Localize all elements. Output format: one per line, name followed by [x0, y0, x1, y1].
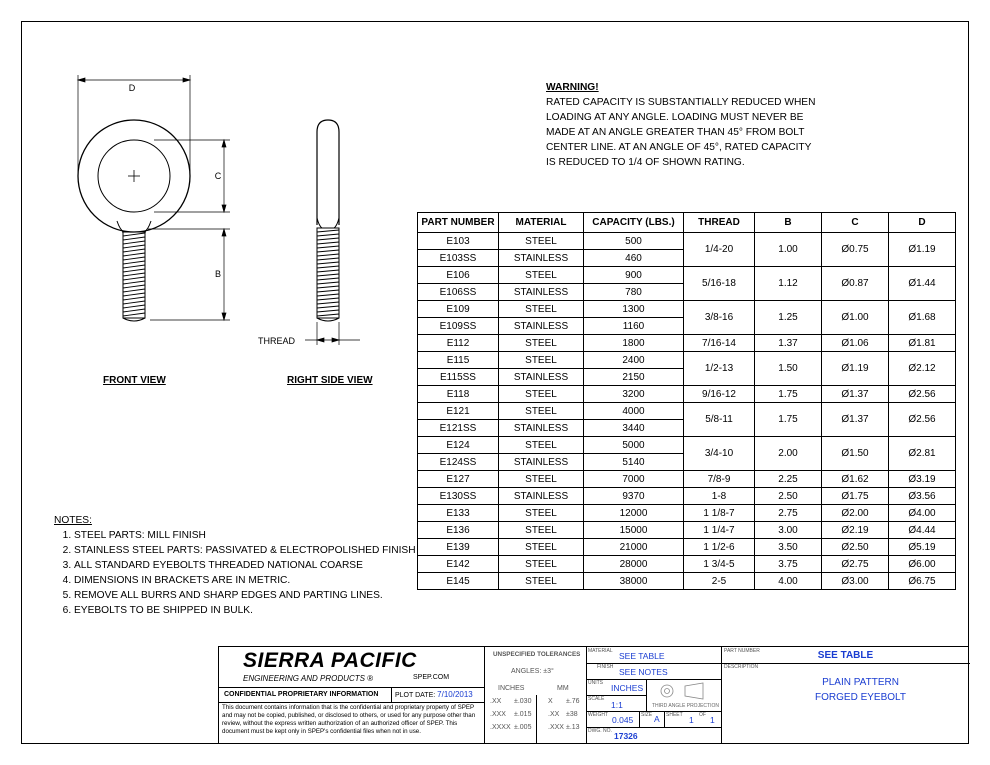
material-cell: STEEL	[499, 403, 584, 420]
thread-cell: 5/16-18	[684, 267, 755, 301]
warning-line: IS REDUCED TO 1/4 OF SHOWN RATING.	[546, 157, 745, 168]
d-cell: Ø4.44	[889, 522, 956, 539]
d-cell: Ø4.00	[889, 505, 956, 522]
sheet-value: 1	[689, 715, 694, 725]
parts-table	[417, 212, 956, 590]
part-number-cell: E115SS	[418, 369, 499, 386]
capacity-cell: 7000	[584, 471, 684, 488]
thread-cell: 3/4-10	[684, 437, 755, 471]
tolerance-row: .XXX ±.015 .XX ±38	[490, 711, 578, 718]
thread-cell: 1 1/4-7	[684, 522, 755, 539]
capacity-cell: 3200	[584, 386, 684, 403]
material-cell: STEEL	[499, 386, 584, 403]
b-cell: 3.00	[755, 522, 822, 539]
c-cell: Ø0.87	[822, 267, 889, 301]
c-cell: Ø3.00	[822, 573, 889, 590]
header-b: B	[755, 213, 822, 233]
c-cell: Ø2.00	[822, 505, 889, 522]
title-block	[218, 646, 969, 744]
tolerance-row: .XX ±.030 X ±.76	[490, 698, 580, 705]
table-row	[418, 488, 956, 505]
c-cell: Ø1.00	[822, 301, 889, 335]
note-item: 5. REMOVE ALL BURRS AND SHARP EDGES AND PARTING LINES.	[74, 588, 416, 603]
tolerance-row: .XXXX ±.005 .XXX ±.13	[490, 724, 580, 731]
thread-cell: 1/4-20	[684, 233, 755, 267]
capacity-cell: 780	[584, 284, 684, 301]
confidential-label: CONFIDENTIAL PROPRIETARY INFORMATION	[224, 691, 379, 698]
capacity-cell: 28000	[584, 556, 684, 573]
material-cell: STEEL	[499, 556, 584, 573]
part-number-cell: E112	[418, 335, 499, 352]
header-part-number: PART NUMBER	[418, 213, 499, 233]
thread-cell: 7/8-9	[684, 471, 755, 488]
capacity-cell: 500	[584, 233, 684, 250]
d-cell: Ø1.81	[889, 335, 956, 352]
b-cell: 1.37	[755, 335, 822, 352]
capacity-cell: 2400	[584, 352, 684, 369]
scale-value: 1:1	[611, 700, 623, 710]
table-row	[418, 352, 956, 369]
sheet-total: 1	[710, 715, 715, 725]
header-d: D	[889, 213, 956, 233]
material-cell: STAINLESS	[499, 420, 584, 437]
d-cell: Ø3.56	[889, 488, 956, 505]
c-cell: Ø1.75	[822, 488, 889, 505]
capacity-cell: 5140	[584, 454, 684, 471]
part-number-cell: E130SS	[418, 488, 499, 505]
capacity-cell: 1800	[584, 335, 684, 352]
thread-cell: 9/16-12	[684, 386, 755, 403]
b-cell: 1.75	[755, 403, 822, 437]
scale-label: SCALE	[588, 696, 605, 702]
c-cell: Ø0.75	[822, 233, 889, 267]
capacity-cell: 9370	[584, 488, 684, 505]
capacity-cell: 21000	[584, 539, 684, 556]
material-cell: STEEL	[499, 437, 584, 454]
d-cell: Ø2.81	[889, 437, 956, 471]
capacity-cell: 1160	[584, 318, 684, 335]
d-cell: Ø3.19	[889, 471, 956, 488]
table-row	[418, 386, 956, 403]
front-view	[78, 120, 190, 321]
part-number-cell: E145	[418, 573, 499, 590]
capacity-cell: 900	[584, 267, 684, 284]
warning-line: MADE AT AN ANGLE GREATER THAN 45° FROM BOLT	[546, 127, 805, 138]
header-c: C	[822, 213, 889, 233]
notes-block	[54, 513, 416, 618]
table-row	[418, 471, 956, 488]
table-row	[418, 335, 956, 352]
material-cell: STAINLESS	[499, 369, 584, 386]
part-number-cell: E106SS	[418, 284, 499, 301]
part-number-cell: E139	[418, 539, 499, 556]
material-cell: STEEL	[499, 573, 584, 590]
capacity-cell: 15000	[584, 522, 684, 539]
front-view-label: FRONT VIEW	[103, 375, 166, 386]
part-number-cell: E121	[418, 403, 499, 420]
note-item: 3. ALL STANDARD EYEBOLTS THREADED NATIONAL COARSE	[74, 558, 416, 573]
thread-cell: 1-8	[684, 488, 755, 505]
c-cell: Ø1.50	[822, 437, 889, 471]
d-cell: Ø2.56	[889, 386, 956, 403]
material-cell: STEEL	[499, 233, 584, 250]
note-item: 2. STAINLESS STEEL PARTS: PASSIVATED & ELECTROPOLISHED FINISH	[74, 543, 416, 558]
part-number-cell: E103	[418, 233, 499, 250]
capacity-cell: 5000	[584, 437, 684, 454]
part-number-cell: E103SS	[418, 250, 499, 267]
table-row	[418, 556, 956, 573]
capacity-cell: 3440	[584, 420, 684, 437]
table-row	[418, 233, 956, 250]
material-cell: STAINLESS	[499, 284, 584, 301]
material-cell: STAINLESS	[499, 454, 584, 471]
warning-block	[546, 80, 815, 170]
projection-label: THIRD ANGLE PROJECTION	[652, 703, 719, 709]
description-line2: FORGED EYEBOLT	[815, 692, 906, 703]
d-cell: Ø2.56	[889, 403, 956, 437]
b-cell: 3.75	[755, 556, 822, 573]
tolerance-inches-label: INCHES	[498, 685, 525, 692]
capacity-cell: 2150	[584, 369, 684, 386]
size-value: A	[654, 714, 660, 724]
capacity-cell: 460	[584, 250, 684, 267]
d-cell: Ø1.44	[889, 267, 956, 301]
c-cell: Ø1.37	[822, 386, 889, 403]
disclaimer: This document contains information that is the confidential and proprietary property of SPEP and may not be copied, published, or disclosed to others, or used for any purpose other than review, without the express written authorization of an authorized officer of SPEP. This document must be kept only in SPEP's confidential files when not in use.	[222, 704, 476, 735]
thread-cell: 1 3/4-5	[684, 556, 755, 573]
units-value: INCHES	[611, 683, 644, 693]
table-row	[418, 437, 956, 454]
capacity-cell: 4000	[584, 403, 684, 420]
b-cell: 2.00	[755, 437, 822, 471]
note-item: 6. EYEBOLTS TO BE SHIPPED IN BULK.	[74, 603, 416, 618]
d-cell: Ø1.68	[889, 301, 956, 335]
eyebolt-drawing	[60, 70, 390, 370]
right-view-label: RIGHT SIDE VIEW	[287, 375, 373, 386]
table-row	[418, 301, 956, 318]
b-cell: 4.00	[755, 573, 822, 590]
part-number-cell: E109	[418, 301, 499, 318]
company-name: SIERRA PACIFIC	[243, 649, 417, 672]
thread-cell: 1/2-13	[684, 352, 755, 386]
c-cell: Ø1.37	[822, 403, 889, 437]
warning-title: WARNING!	[546, 82, 599, 93]
c-cell: Ø2.50	[822, 539, 889, 556]
d-cell: Ø6.00	[889, 556, 956, 573]
tolerance-title: UNSPECIFIED TOLERANCES	[493, 651, 581, 658]
table-header-row	[418, 213, 956, 233]
warning-line: CENTER LINE. AT AN ANGLE OF 45°, RATED CAPACITY	[546, 142, 812, 153]
part-number-cell: E121SS	[418, 420, 499, 437]
material-cell: STAINLESS	[499, 318, 584, 335]
part-number-cell: E106	[418, 267, 499, 284]
of-label: OF	[699, 712, 706, 718]
part-number-cell: E115	[418, 352, 499, 369]
notes-list	[54, 528, 416, 618]
company-sub: ENGINEERING AND PRODUCTS ®	[243, 674, 374, 683]
table-row	[418, 573, 956, 590]
d-cell: Ø6.75	[889, 573, 956, 590]
thread-cell: 1 1/2-6	[684, 539, 755, 556]
b-cell: 1.50	[755, 352, 822, 386]
part-number-cell: E124	[418, 437, 499, 454]
finish-value: SEE NOTES	[619, 667, 668, 677]
d-cell: Ø2.12	[889, 352, 956, 386]
registered-icon: ®	[367, 674, 374, 683]
dim-c-label: C	[214, 171, 222, 181]
thread-cell: 3/8-16	[684, 301, 755, 335]
description-line1: PLAIN PATTERN	[822, 677, 899, 688]
third-angle-projection-icon	[651, 682, 717, 702]
part-number-cell: E124SS	[418, 454, 499, 471]
b-cell: 2.50	[755, 488, 822, 505]
table-row	[418, 403, 956, 420]
table-row	[418, 522, 956, 539]
table-row	[418, 505, 956, 522]
b-cell: 1.00	[755, 233, 822, 267]
capacity-cell: 38000	[584, 573, 684, 590]
material-value: SEE TABLE	[619, 651, 665, 661]
dim-d-label: D	[128, 83, 136, 93]
material-cell: STEEL	[499, 267, 584, 284]
weight-value: 0.045	[612, 715, 634, 725]
b-cell: 1.75	[755, 386, 822, 403]
material-label: MATERIAL	[588, 648, 613, 654]
material-cell: STEEL	[499, 301, 584, 318]
c-cell: Ø1.19	[822, 352, 889, 386]
b-cell: 1.12	[755, 267, 822, 301]
material-cell: STEEL	[499, 352, 584, 369]
c-cell: Ø1.62	[822, 471, 889, 488]
b-cell: 2.75	[755, 505, 822, 522]
material-cell: STEEL	[499, 471, 584, 488]
header-material: MATERIAL	[499, 213, 584, 233]
b-cell: 3.50	[755, 539, 822, 556]
thread-label: THREAD	[258, 336, 296, 346]
b-cell: 1.25	[755, 301, 822, 335]
dwg-no-label: DWG. NO.	[588, 728, 612, 734]
c-cell: Ø2.75	[822, 556, 889, 573]
size-label: SIZE	[641, 712, 653, 718]
note-item: 4. DIMENSIONS IN BRACKETS ARE IN METRIC.	[74, 573, 416, 588]
finish-label: FINISH	[597, 664, 614, 670]
note-item: 1. STEEL PARTS: MILL FINISH	[74, 528, 416, 543]
part-number-cell: E136	[418, 522, 499, 539]
part-number-cell: E142	[418, 556, 499, 573]
sheet-label: SHEET	[666, 712, 683, 718]
tolerance-mm-label: MM	[557, 685, 569, 692]
plot-date: PLOT DATE: 7/10/2013	[395, 690, 473, 699]
dim-b-label: B	[214, 269, 222, 279]
b-cell: 2.25	[755, 471, 822, 488]
warning-line: RATED CAPACITY IS SUBSTANTIALLY REDUCED WHEN	[546, 97, 816, 108]
material-cell: STEEL	[499, 522, 584, 539]
thread-leader	[305, 322, 360, 345]
right-side-view	[317, 120, 339, 321]
material-cell: STEEL	[499, 505, 584, 522]
part-number-value: SEE TABLE	[817, 650, 874, 661]
part-number-cell: E118	[418, 386, 499, 403]
thread-cell: 5/8-11	[684, 403, 755, 437]
material-cell: STEEL	[499, 335, 584, 352]
thread-cell: 7/16-14	[684, 335, 755, 352]
c-cell: Ø2.19	[822, 522, 889, 539]
table-row	[418, 539, 956, 556]
thread-cell: 1 1/8-7	[684, 505, 755, 522]
c-cell: Ø1.06	[822, 335, 889, 352]
weight-label: WEIGHT	[588, 712, 608, 718]
description-label: DESCRIPTION	[724, 664, 759, 670]
dwg-no-value: 17326	[614, 731, 638, 741]
material-cell: STAINLESS	[499, 488, 584, 505]
table-body	[418, 233, 956, 590]
front-thread-lines	[123, 233, 145, 316]
capacity-cell: 1300	[584, 301, 684, 318]
units-label: UNITS	[588, 680, 603, 686]
tolerance-angles: ANGLES: ±3°	[511, 668, 554, 675]
material-cell: STAINLESS	[499, 250, 584, 267]
material-cell: STEEL	[499, 539, 584, 556]
notes-title: NOTES:	[54, 515, 92, 526]
part-number-cell: E109SS	[418, 318, 499, 335]
header-capacity: CAPACITY (LBS.)	[584, 213, 684, 233]
part-number-label: PART NUMBER	[724, 648, 760, 654]
thread-cell: 2-5	[684, 573, 755, 590]
capacity-cell: 12000	[584, 505, 684, 522]
table-row	[418, 267, 956, 284]
part-number-cell: E127	[418, 471, 499, 488]
part-number-cell: E133	[418, 505, 499, 522]
warning-line: LOADING AT ANY ANGLE. LOADING MUST NEVER BE	[546, 112, 804, 123]
website: SPEP.COM	[413, 674, 450, 681]
header-thread: THREAD	[684, 213, 755, 233]
d-cell: Ø5.19	[889, 539, 956, 556]
d-cell: Ø1.19	[889, 233, 956, 267]
